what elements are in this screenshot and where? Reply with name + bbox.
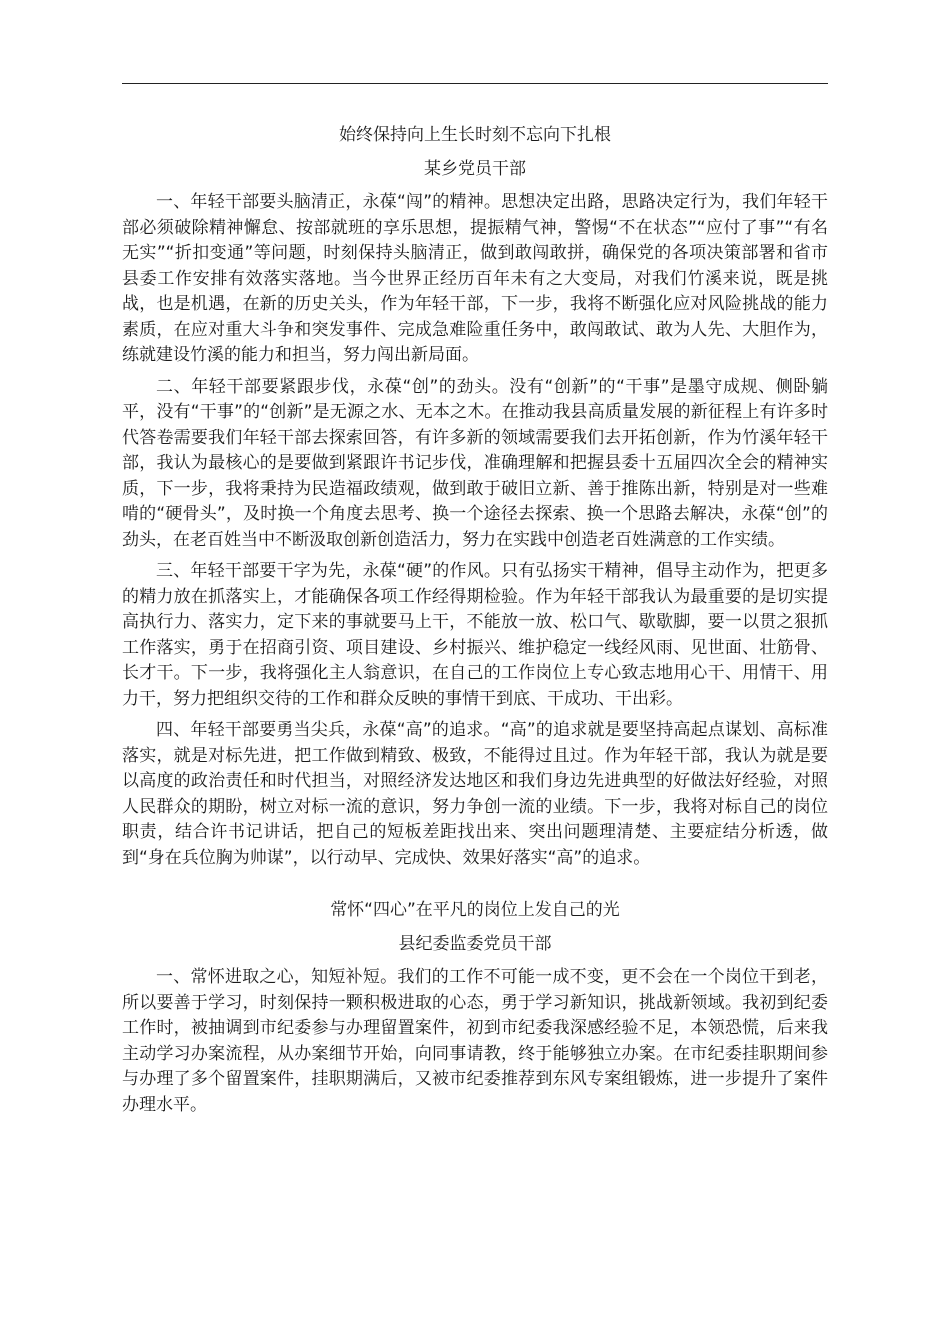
article-title: 常怀“四心”在平凡的岗位上发自己的光 bbox=[330, 900, 620, 920]
article-paragraph: 四、年轻干部要勇当尖兵，永葆“高”的追求。“高”的追求就是要坚持高起点谋划、高标准落实，就是对标先进，把工作做到精致、极致，不能得过且过。作为年轻干部，我认为就是要以高度的政治责任和时代担当，对照经济发达地区和我们身边先进典型的好做法好经验，对照人民群众的期盼，树立对标一流的意识，努力争创一流的业绩。下一步，我将对标自己的岗位职责，结合许书记讲话，把自己的短板差距找出来、突出问题理清楚、主要症结分析透，做到“身在兵位胸为帅谋”，以行动早、完成快、效果好落实“高”的追求。 bbox=[122, 720, 828, 868]
article-author: 县纪委监委党员干部 bbox=[398, 934, 552, 954]
article-2 bbox=[122, 897, 828, 1118]
article-paragraph: 三、年轻干部要干字为先，永葆“硬”的作风。只有弘扬实干精神，倡导主动作为，把更多的精力放在抓落实上，才能确保各项工作经得期检验。作为年轻干部我认为最重要的是切实提高执行力、落实力，定下来的事就要马上干，不能放一放、松口气、歇歇脚，要一以贯之狠抓工作落实，勇于在招商引资、项目建设、乡村振兴、维护稳定一线经风雨、见世面、壮筋骨、长才干。下一步，我将强化主人翁意识，在自己的工作岗位上专心致志地用心干、用情干、用力干，努力把组织交待的工作和群众反映的事情干到底、干成功、干出彩。 bbox=[122, 561, 828, 709]
article-paragraph: 一、常怀进取之心，知短补短。我们的工作不可能一成不变，更不会在一个岗位干到老，所以要善于学习，时刻保持一颗积极进取的心态，勇于学习新知识，挑战新领域。我初到纪委工作时，被抽调到市纪委参与办理留置案件，初到市纪委我深感经验不足，本领恐慌，后来我主动学习办案流程，从办案细节开始，向同事请教，终于能够独立办案。在市纪委挂职期间参与办理了多个留置案件，挂职期满后，又被市纪委推荐到东风专案组锻炼，进一步提升了案件办理水平。 bbox=[122, 967, 828, 1115]
document-body bbox=[122, 122, 828, 1124]
article-1 bbox=[122, 122, 828, 871]
article-paragraph: 二、年轻干部要紧跟步伐，永葆“创”的劲头。没有“创新”的“干事”是墨守成规、侧卧躺平，没有“干事”的“创新”是无源之水、无本之木。在推动我县高质量发展的新征程上有许多时代答卷需要我们年轻干部去探索回答，有许多新的领域需要我们去开拓创新，作为竹溪年轻干部，我认为最核心的是要做到紧跟许书记步伐，准确理解和把握县委十五届四次全会的精神实质，下一步，我将秉持为民造福政绩观，做到敢于破旧立新、善于推陈出新，特别是对一些难啃的“硬骨头”，及时换一个角度去思考、换一个途径去探索、换一个思路去解决，永葆“创”的劲头，在老百姓当中不断汲取创新创造活力，努力在实践中创造老百姓满意的工作实绩。 bbox=[122, 376, 828, 550]
article-title: 始终保持向上生长时刻不忘向下扎根 bbox=[339, 125, 611, 145]
article-paragraph: 一、年轻干部要头脑清正，永葆“闯”的精神。思想决定出路，思路决定行为，我们年轻干部必须破除精神懈怠、按部就班的享乐思想，提振精气神，警惕“不在状态”“应付了事”“有名无实”“折扣变通”等问题，时刻保持头脑清正，做到敢闯敢拼，确保党的各项决策部署和省市县委工作安排有效落实落地。当今世界正经历百年未有之大变局，对我们竹溪来说，既是挑战，也是机遇，在新的历史关头，作为年轻干部，下一步，我将不断强化应对风险挑战的能力素质，在应对重大斗争和突发事件、完成急难险重任务中，敢闯敢试、敢为人先、大胆作为，练就建设竹溪的能力和担当，努力闯出新局面。 bbox=[122, 192, 828, 365]
header-rule bbox=[122, 83, 828, 84]
article-author: 某乡党员干部 bbox=[424, 159, 526, 179]
